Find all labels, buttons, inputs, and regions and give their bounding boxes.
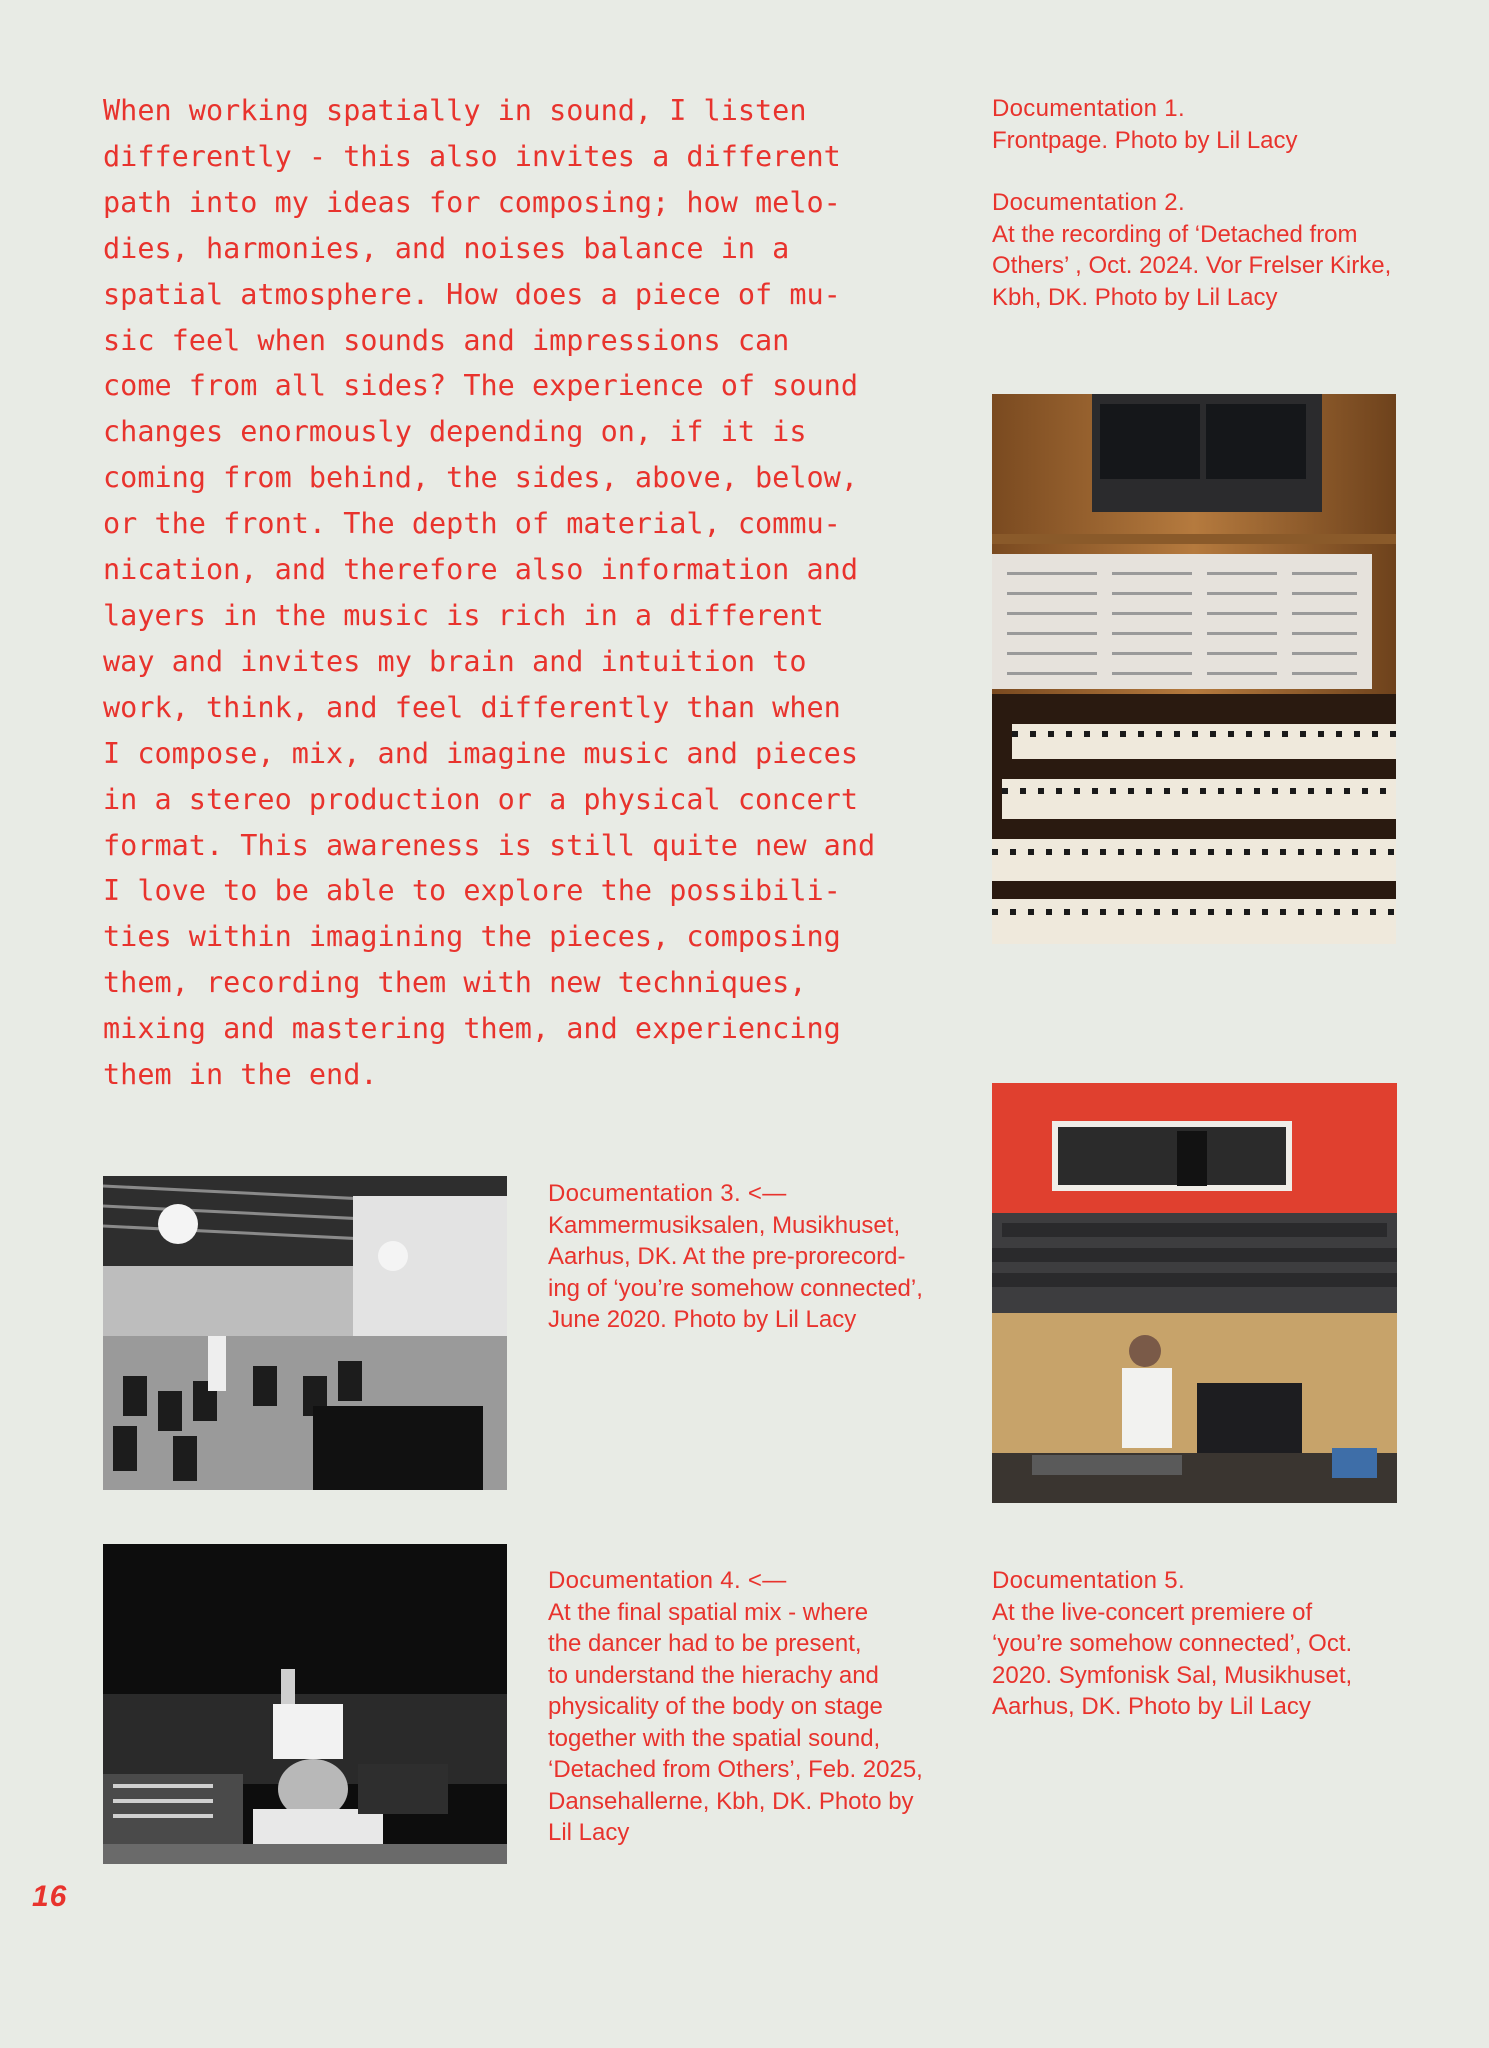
body-line: spatial atmosphere. How does a piece of mu- (103, 277, 841, 311)
caption-line: together with the spatial sound, (548, 1724, 881, 1752)
body-line: layers in the music is rich in a different (103, 598, 824, 632)
body-line: When working spatially in sound, I listen (103, 94, 807, 127)
caption-line: to understand the hierachy and (548, 1661, 879, 1689)
caption-line: Kammermusiksalen, Musikhuset, (548, 1211, 901, 1239)
kammermusiksalen-photo (103, 1176, 507, 1490)
body-line: them, recording them with new techniques, (103, 966, 807, 1000)
caption-title: Documentation 4. <— (548, 1567, 787, 1594)
caption-documentation-3 (548, 1178, 923, 1336)
caption-title: Documentation 2. (992, 189, 1185, 216)
caption-line: ‘you’re somehow connected’, Oct. (992, 1630, 1353, 1657)
body-line: come from all sides? The experience of sound (103, 369, 858, 403)
body-line: them in the end. (103, 1058, 378, 1092)
body-line: or the front. The depth of material, commu- (103, 507, 841, 541)
caption-line: the dancer had to be present, (548, 1630, 862, 1657)
caption-line: physicality of the body on stage (548, 1693, 883, 1720)
body-line: path into my ideas for composing; how melo- (103, 185, 841, 219)
caption-line: ‘Detached from Others’, Feb. 2025, (548, 1756, 923, 1783)
body-line: way and invites my brain and intuition to (103, 644, 807, 678)
body-line: mixing and mastering them, and experiencing (103, 1012, 841, 1046)
caption-title: Documentation 3. <— (548, 1180, 787, 1207)
body-line: I love to be able to explore the possibili- (103, 874, 841, 908)
body-line: dies, harmonies, and noises balance in a (103, 231, 790, 265)
concert-hall-photo (992, 1083, 1397, 1503)
caption-title: Documentation 5. (992, 1567, 1185, 1594)
body-line: format. This awareness is still quite new and (103, 828, 876, 862)
caption-title: Documentation 1. (992, 95, 1185, 122)
caption-documentation-1 (992, 93, 1298, 156)
caption-line: At the final spatial mix - where (548, 1598, 869, 1626)
body-line: sic feel when sounds and impressions can (103, 323, 790, 357)
caption-line: Dansehallerne, Kbh, DK. Photo by (548, 1787, 914, 1815)
caption-line: ing of ‘you’re somehow connected’, (548, 1274, 923, 1302)
caption-line: Frontpage. Photo by Lil Lacy (992, 126, 1298, 154)
body-line: changes enormously depending on, if it is (103, 415, 807, 449)
caption-line: Kbh, DK. Photo by Lil Lacy (992, 283, 1278, 311)
caption-line: At the live-concert premiere of (992, 1598, 1313, 1626)
caption-line: Aarhus, DK. At the pre-prorecord- (548, 1243, 906, 1270)
caption-line: At the recording of ‘Detached from (992, 220, 1358, 248)
organ-photo (992, 394, 1396, 944)
page-number: 16 (32, 1880, 68, 1913)
body-text (103, 88, 963, 1098)
spatial-mix-photo (103, 1544, 507, 1864)
caption-documentation-4 (548, 1565, 923, 1849)
caption-documentation-5 (992, 1565, 1352, 1723)
body-line: differently - this also invites a different (103, 139, 841, 173)
caption-line: Others’ , Oct. 2024. Vor Frelser Kirke, (992, 252, 1392, 279)
body-line: in a stereo production or a physical concert (103, 782, 858, 816)
caption-line: Lil Lacy (548, 1819, 630, 1846)
body-line: nication, and therefore also information and (103, 553, 858, 587)
body-line: ties within imagining the pieces, composing (103, 920, 841, 954)
body-line: I compose, mix, and imagine music and pieces (103, 736, 858, 770)
body-line: coming from behind, the sides, above, below, (103, 461, 858, 495)
caption-line: Aarhus, DK. Photo by Lil Lacy (992, 1693, 1311, 1720)
body-line: work, think, and feel differently than when (103, 690, 841, 724)
caption-documentation-2 (992, 187, 1391, 313)
caption-line: 2020. Symfonisk Sal, Musikhuset, (992, 1661, 1353, 1689)
caption-line: June 2020. Photo by Lil Lacy (548, 1306, 857, 1333)
